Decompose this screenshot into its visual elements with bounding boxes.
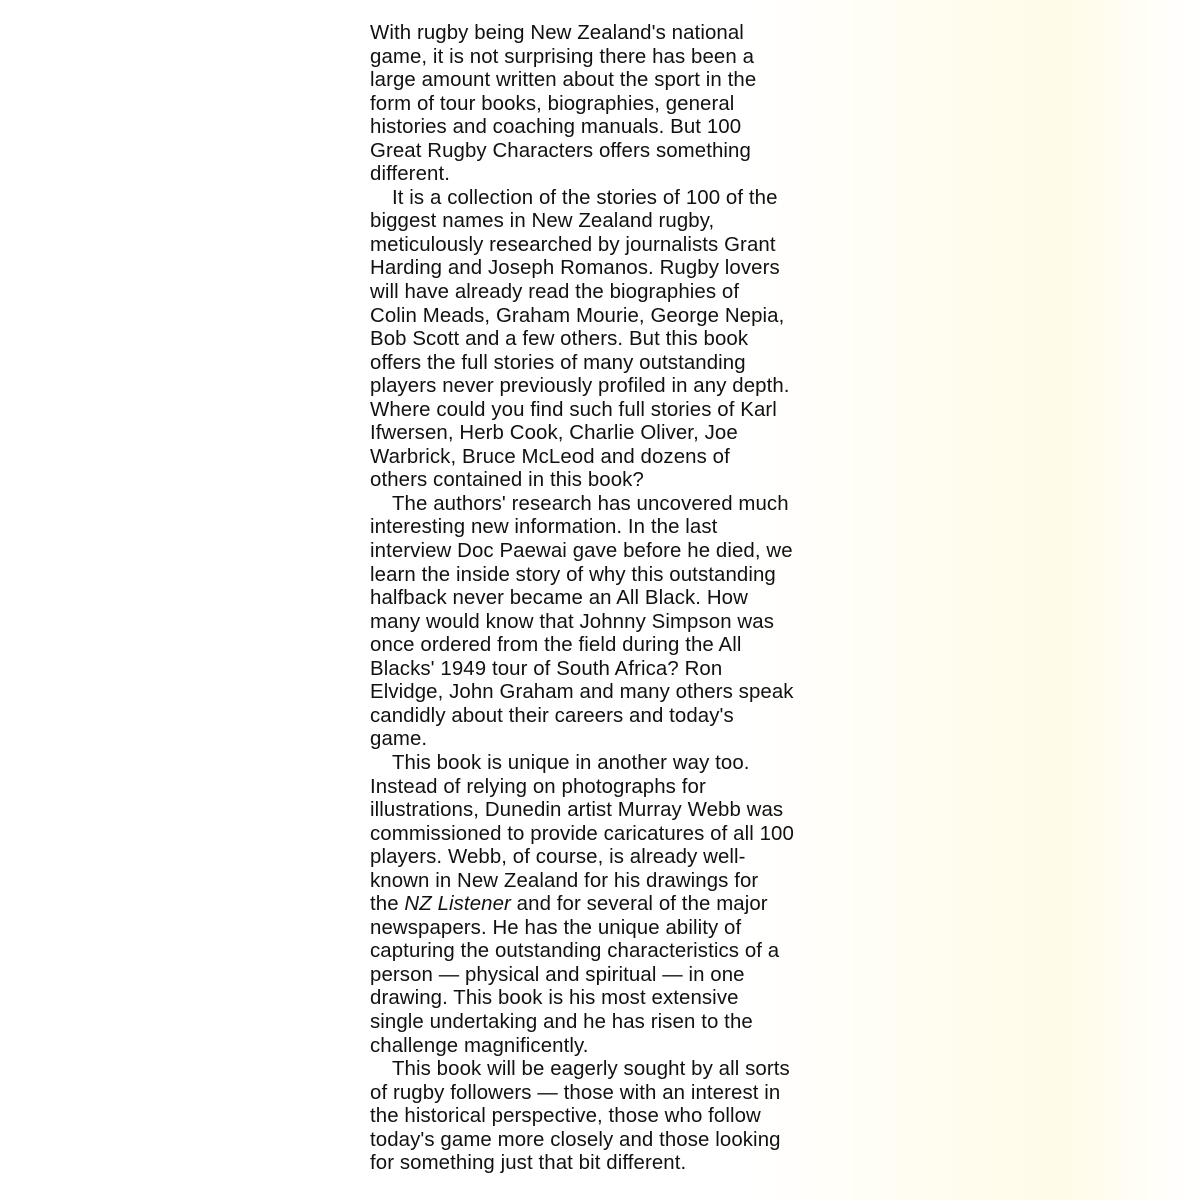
text-line: learn the inside story of why this outstanding xyxy=(370,563,776,586)
text-line: This book will be eagerly sought by all sorts xyxy=(392,1058,790,1081)
text-line: large amount written about the sport in the xyxy=(370,69,757,92)
text-line: interesting new information. In the last xyxy=(370,516,718,539)
text-line: Ifwersen, Herb Cook, Charlie Oliver, Joe xyxy=(370,422,738,445)
text-line: single undertaking and he has risen to the xyxy=(370,1010,753,1033)
text-line: Great Rugby Characters offers something xyxy=(370,139,751,162)
text-line: many would know that Johnny Simpson was xyxy=(370,610,774,633)
text-line: candidly about their careers and today's xyxy=(370,704,734,727)
text-line: It is a collection of the stories of 100 of the xyxy=(392,186,778,209)
text-line: illustrations, Dunedin artist Murray Webb was xyxy=(370,799,784,822)
text-line: commissioned to provide caricatures of all 100 xyxy=(370,822,794,845)
paragraph-intro xyxy=(370,22,840,187)
text-line: halfback never became an All Black. How xyxy=(370,587,748,610)
text-line: the historical perspective, those who follow xyxy=(370,1105,761,1128)
text-line: players never previously profiled in any depth. xyxy=(370,375,790,398)
text-line: Colin Meads, Graham Mourie, George Nepia, xyxy=(370,304,785,327)
text-line-with-italic xyxy=(370,893,840,917)
text-line: others contained in this book? xyxy=(370,469,644,492)
text-line: players. Webb, of course, is already well- xyxy=(370,846,746,869)
paragraph-closing xyxy=(370,1058,840,1176)
text-line: The authors' research has uncovered much xyxy=(392,492,789,515)
text-fragment: the xyxy=(370,893,405,916)
text-line: newspapers. He has the unique ability of xyxy=(370,916,742,939)
book-blurb xyxy=(370,22,840,1176)
text-line: game, it is not surprising there has been a xyxy=(370,45,755,68)
text-line: Instead of relying on photographs for xyxy=(370,775,706,798)
text-line: biggest names in New Zealand rugby, xyxy=(370,210,715,233)
text-line: of rugby followers — those with an interest in xyxy=(370,1081,781,1104)
text-line: will have already read the biographies of xyxy=(370,281,740,304)
text-line: Blacks' 1949 tour of South Africa? Ron xyxy=(370,657,723,680)
paragraph-collection xyxy=(370,187,840,493)
text-line: Warbrick, Bruce McLeod and dozens of xyxy=(370,445,730,468)
text-line: drawing. This book is his most extensive xyxy=(370,987,739,1010)
text-line: challenge magnificently. xyxy=(370,1034,589,1057)
paragraph-illustrations xyxy=(370,752,840,1058)
text-line: Harding and Joseph Romanos. Rugby lovers xyxy=(370,257,780,280)
text-line: known in New Zealand for his drawings for xyxy=(370,869,759,892)
text-line: game. xyxy=(370,728,428,751)
text-line: once ordered from the field during the All xyxy=(370,634,742,657)
text-line: interview Doc Paewai gave before he died, we xyxy=(370,540,793,563)
text-line: This book is unique in another way too. xyxy=(392,751,750,774)
text-line: Where could you find such full stories of Karl xyxy=(370,398,777,421)
text-line: form of tour books, biographies, general xyxy=(370,92,735,115)
text-fragment: and for several of the major xyxy=(510,893,768,916)
text-line: for something just that bit different. xyxy=(370,1152,687,1175)
paragraph-research xyxy=(370,493,840,752)
text-line: histories and coaching manuals. But 100 xyxy=(370,116,742,139)
text-line: Elvidge, John Graham and many others speak xyxy=(370,681,794,704)
text-line: different. xyxy=(370,163,450,186)
text-line: today's game more closely and those looking xyxy=(370,1128,781,1151)
text-line: person — physical and spiritual — in one xyxy=(370,963,745,986)
text-line: With rugby being New Zealand's national xyxy=(370,22,744,44)
text-line: capturing the outstanding characteristics of a xyxy=(370,940,780,963)
publication-title: NZ Listener xyxy=(404,893,511,916)
text-line: Bob Scott and a few others. But this book xyxy=(370,328,749,351)
text-line: meticulously researched by journalists Grant xyxy=(370,233,776,256)
text-line: offers the full stories of many outstanding xyxy=(370,351,746,374)
